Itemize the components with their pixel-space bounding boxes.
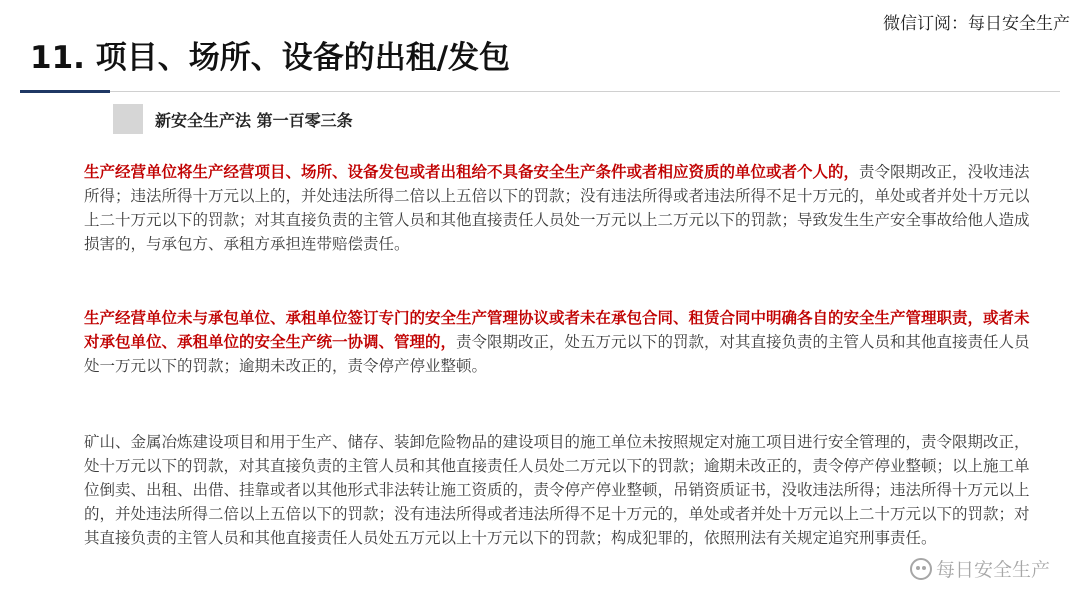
paragraph-2 [84,306,1044,378]
watermark [910,555,1050,582]
paragraph-3-text: 矿山、金属冶炼建设项目和用于生产、储存、装卸危险物品的建设项目的施工单位未按照规定对施工项目进行安全管理的，责令限期改正，处十万元以下的罚款，对其直接负责的主管人员和其他直接责任人员处二万元以下的罚款；逾期未改正的，责令停产停业整顿；以上施工单位倒卖、出租、出借、挂靠或者以其他形式非法转让施工资质的，责令停产停业整顿，吊销资质证书，没收违法所得；违法所得十万元以上的，并处违法所得二倍以上五倍以下的罚款；没有违法所得或者违法所得不足十万元的，单处或者并处十万元以上二十万元以下的罚款；对其直接负责的主管人员和其他直接责任人员处五万元以上十万元以下的罚款；构成犯罪的，依照刑法有关规定追究刑事责任。 [84,433,1030,547]
paragraph-1-text: 责令限期改正，没收违法所得；违法所得十万元以上的，并处违法所得二倍以上五倍以下的罚款；没有违法所得或者违法所得不足十万元的，单处或者并处十万元以上二十万元以下的罚款；对其直接负责的主管人员和其他直接责任人员处一万元以上二万元以下的罚款；导致发生生产安全事故给他人造成损害的，与承包方、承租方承担连带赔偿责任。 [84,163,1030,253]
watermark-text: 每日安全生产 [935,559,1050,581]
paragraph-1 [84,160,1044,256]
page-title: 11. 项目、场所、设备的出租/发包 [30,40,511,76]
paragraph-1-highlight: 生产经营单位将生产经营项目、场所、设备发包或者出租给不具备安全生产条件或者相应资质的单位或者个人的， [84,162,860,181]
wechat-icon [910,558,932,580]
subscribe-text: 微信订阅：每日安全生产 [883,14,1070,34]
paragraph-3 [84,430,1044,550]
title-accent-bar [20,90,110,93]
paragraph-2-text: 责令限期改正，处五万元以下的罚款，对其直接负责的主管人员和其他直接责任人员处一万元以下的罚款；逾期未改正的，责令停产停业整顿。 [84,333,1030,375]
title-divider [20,91,1060,92]
paragraph-2-highlight: 生产经营单位未与承包单位、承租单位签订专门的安全生产管理协议或者未在承包合同、租赁合同中明确各自的安全生产管理职责，或者未对承包单位、承租单位的安全生产统一协调、管理的， [84,308,1030,351]
section-marker [113,104,143,134]
section-label: 新安全生产法 第一百零三条 [155,111,353,130]
